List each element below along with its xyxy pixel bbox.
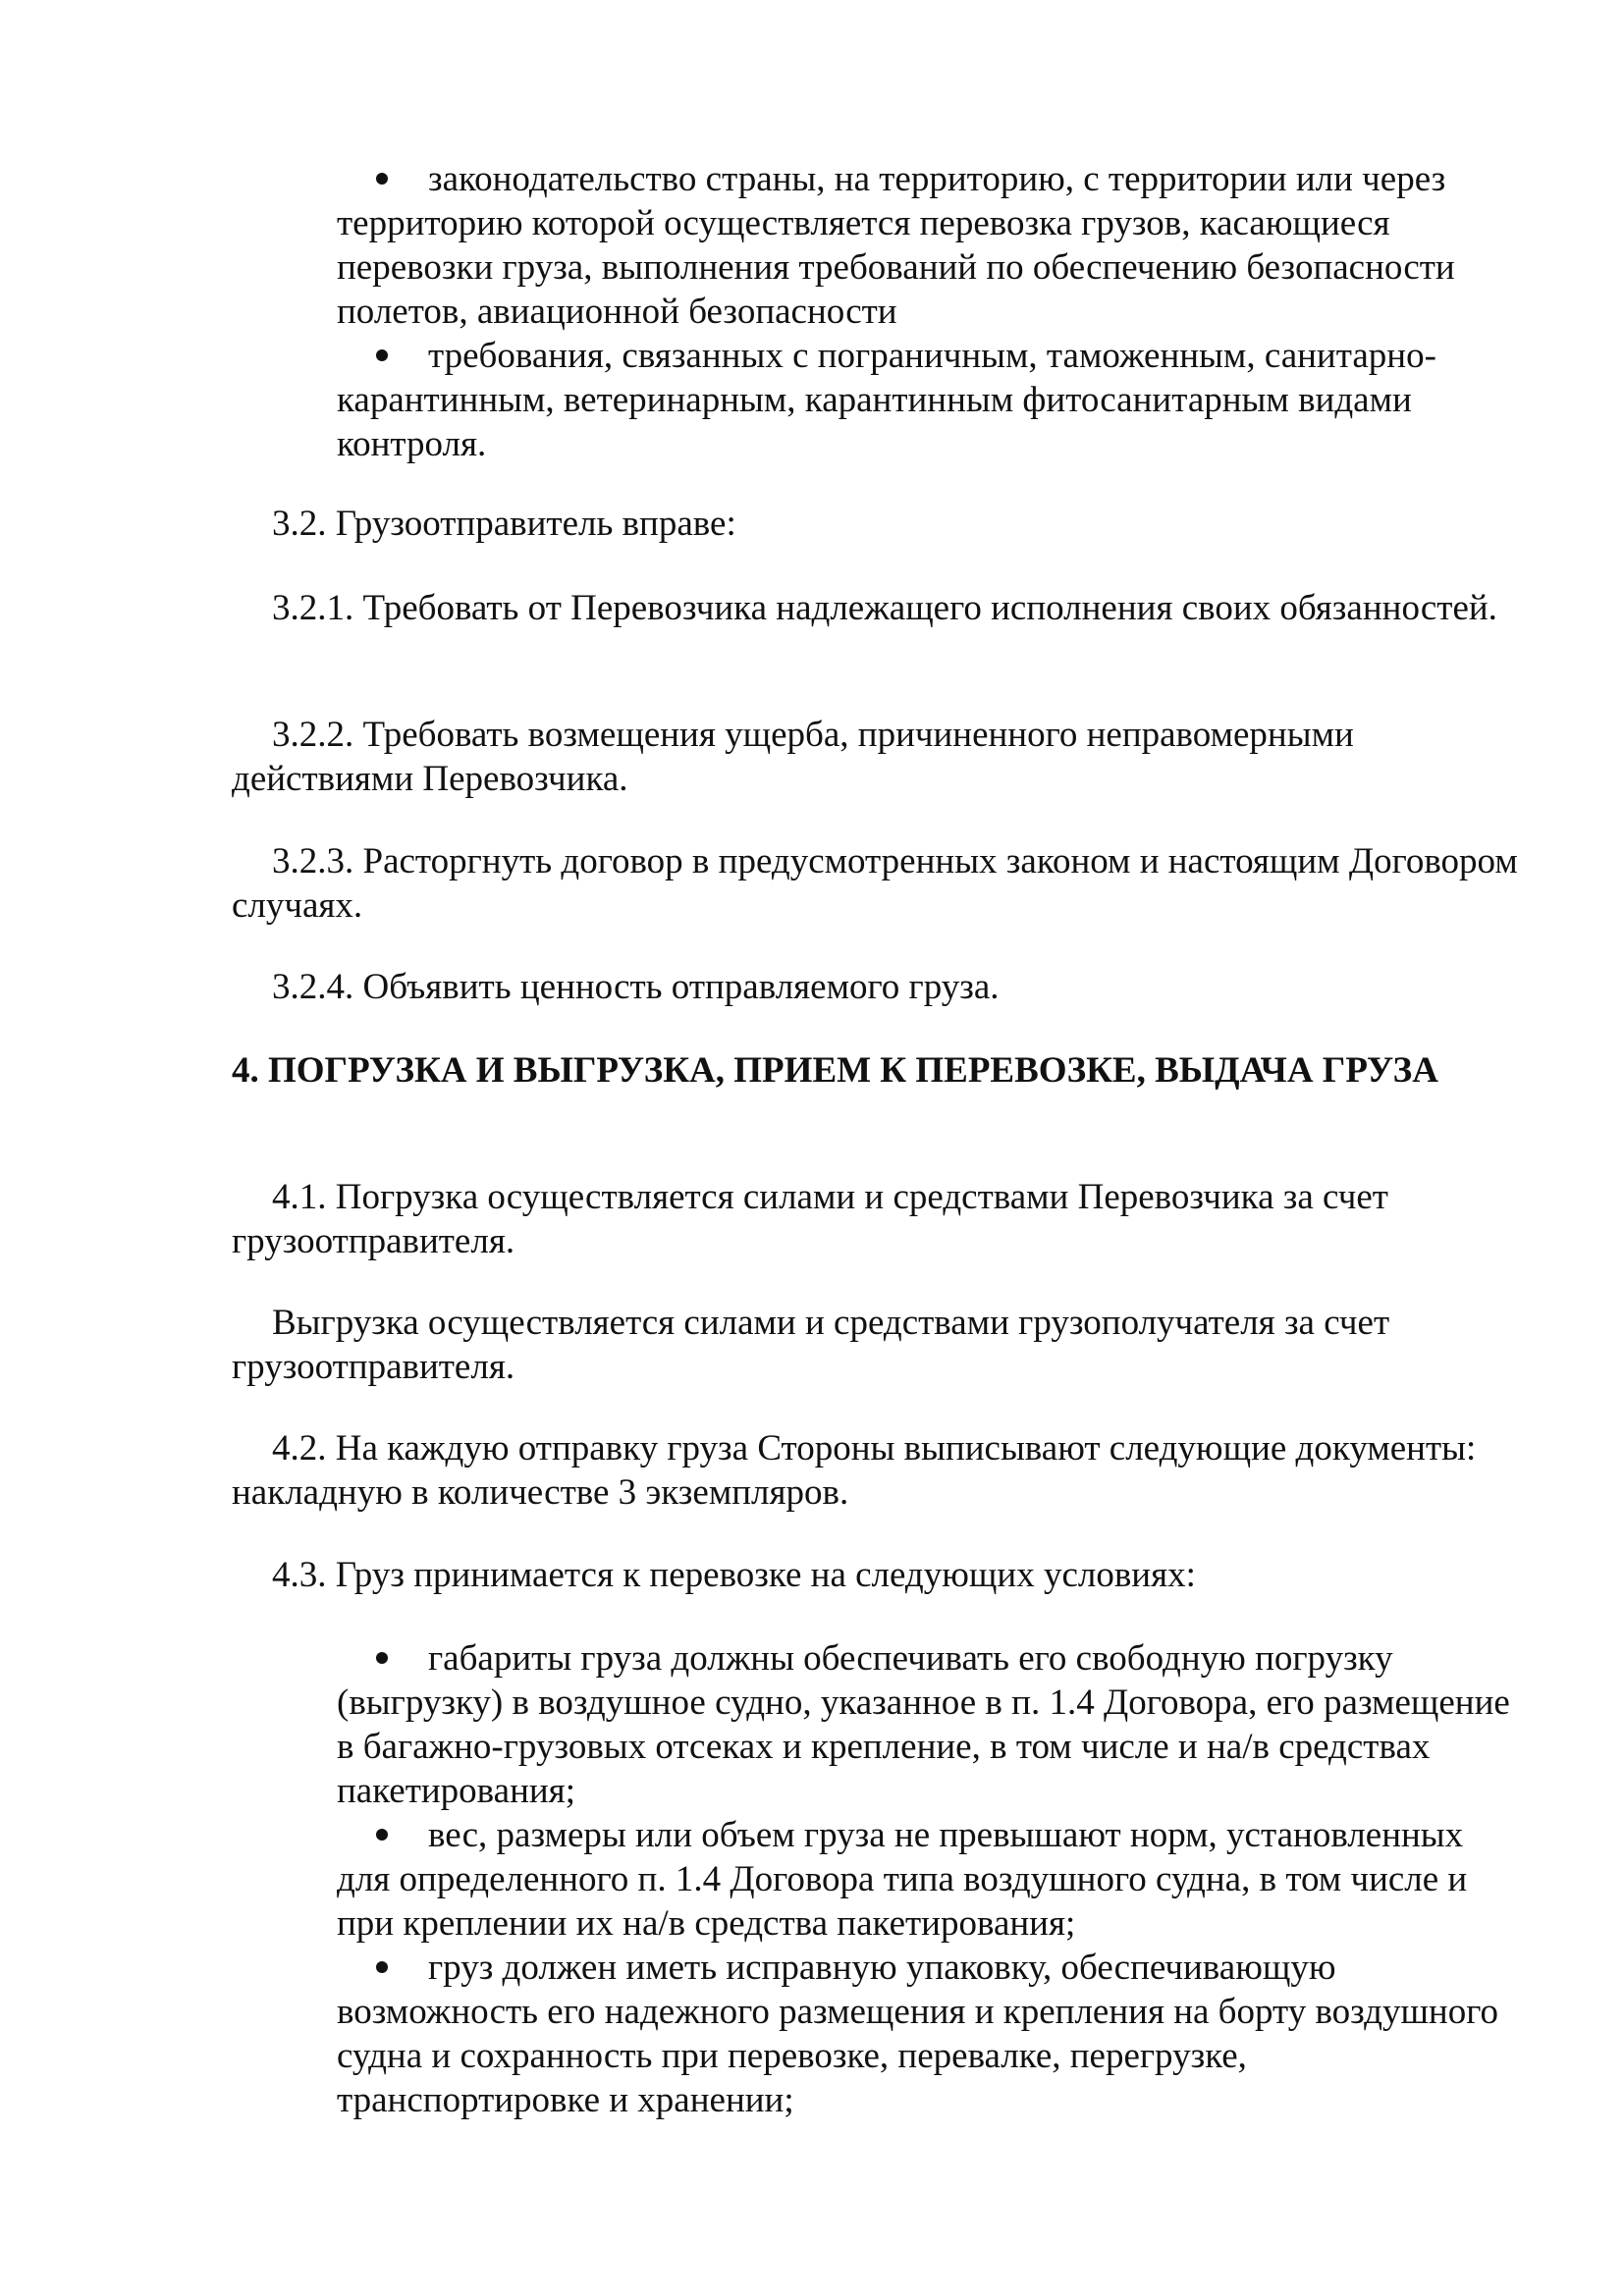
bullet-icon xyxy=(376,173,388,185)
paragraph-4-2: 4.2. На каждую отправку груза Стороны выписывают следующие документы: накладную в количестве 3 экземпляров. xyxy=(232,1428,1477,1513)
bullet-list-bottom xyxy=(337,1636,1515,2122)
list-item-text: законодательство страны, на территорию, с территории или через территорию которой осуществляется перевозка грузов, касающиеся перевозки груза, выполнения требований по обеспечению безопасности полетов, авиационной безопасности xyxy=(337,159,1455,332)
list-item-text: груз должен иметь исправную упаковку, обеспечивающую возможность его надежного размещения и крепления на борту воздушного судна и сохранность при перевозке, перевалке, перегрузке, транспортировке и хранении; xyxy=(337,1948,1498,2120)
bullet-icon xyxy=(376,349,388,361)
bullet-icon xyxy=(376,1652,388,1664)
list-item-text: габариты груза должны обеспечивать его свободную погрузку (выгрузку) в воздушное судно, указанное в п. 1.4 Договора, его размещение в багажно-грузовых отсеках и крепление, в том числе и на/в средствах пакетирования; xyxy=(337,1638,1510,1811)
list-item xyxy=(337,157,1515,334)
list-item xyxy=(337,1946,1515,2122)
paragraph-3-2-1: 3.2.1. Требовать от Перевозчика надлежащего исполнения своих обязанностей. xyxy=(272,588,1497,628)
paragraph-3-2-2: 3.2.2. Требовать возмещения ущерба, причиненного неправомерными действиями Перевозчика. xyxy=(232,715,1354,799)
section-4-heading: 4. ПОГРУЗКА И ВЫГРУЗКА, ПРИЕМ К ПЕРЕВОЗКЕ, ВЫДАЧА ГРУЗА xyxy=(232,1050,1438,1091)
list-item xyxy=(337,1813,1515,1946)
list-item-text: вес, размеры или объем груза не превышают норм, установленных для определенного п. 1.4 Договора типа воздушного судна, в том числе и при креплении их на/в средства пакетирования; xyxy=(337,1815,1468,1944)
bullet-icon xyxy=(376,1961,388,1973)
bullet-list-top xyxy=(337,157,1515,466)
paragraph-4-1b: Выгрузка осуществляется силами и средствами грузополучателя за счет грузоотправителя. xyxy=(232,1303,1390,1387)
list-item xyxy=(337,334,1515,466)
list-item-text: требования, связанных с пограничным, таможенным, санитарно-карантинным, ветеринарным, карантинным фитосанитарным видами контроля. xyxy=(337,336,1436,464)
bullet-icon xyxy=(376,1829,388,1841)
list-item xyxy=(337,1636,1515,1813)
paragraph-4-3: 4.3. Груз принимается к перевозке на следующих условиях: xyxy=(272,1555,1196,1595)
paragraph-3-2-4: 3.2.4. Объявить ценность отправляемого груза. xyxy=(272,967,1000,1007)
paragraph-3-2: 3.2. Грузоотправитель вправе: xyxy=(272,504,736,544)
paragraph-4-1: 4.1. Погрузка осуществляется силами и средствами Перевозчика за счет грузоотправителя. xyxy=(232,1177,1388,1261)
paragraph-3-2-3: 3.2.3. Расторгнуть договор в предусмотренных законом и настоящим Договором случаях. xyxy=(232,841,1518,926)
